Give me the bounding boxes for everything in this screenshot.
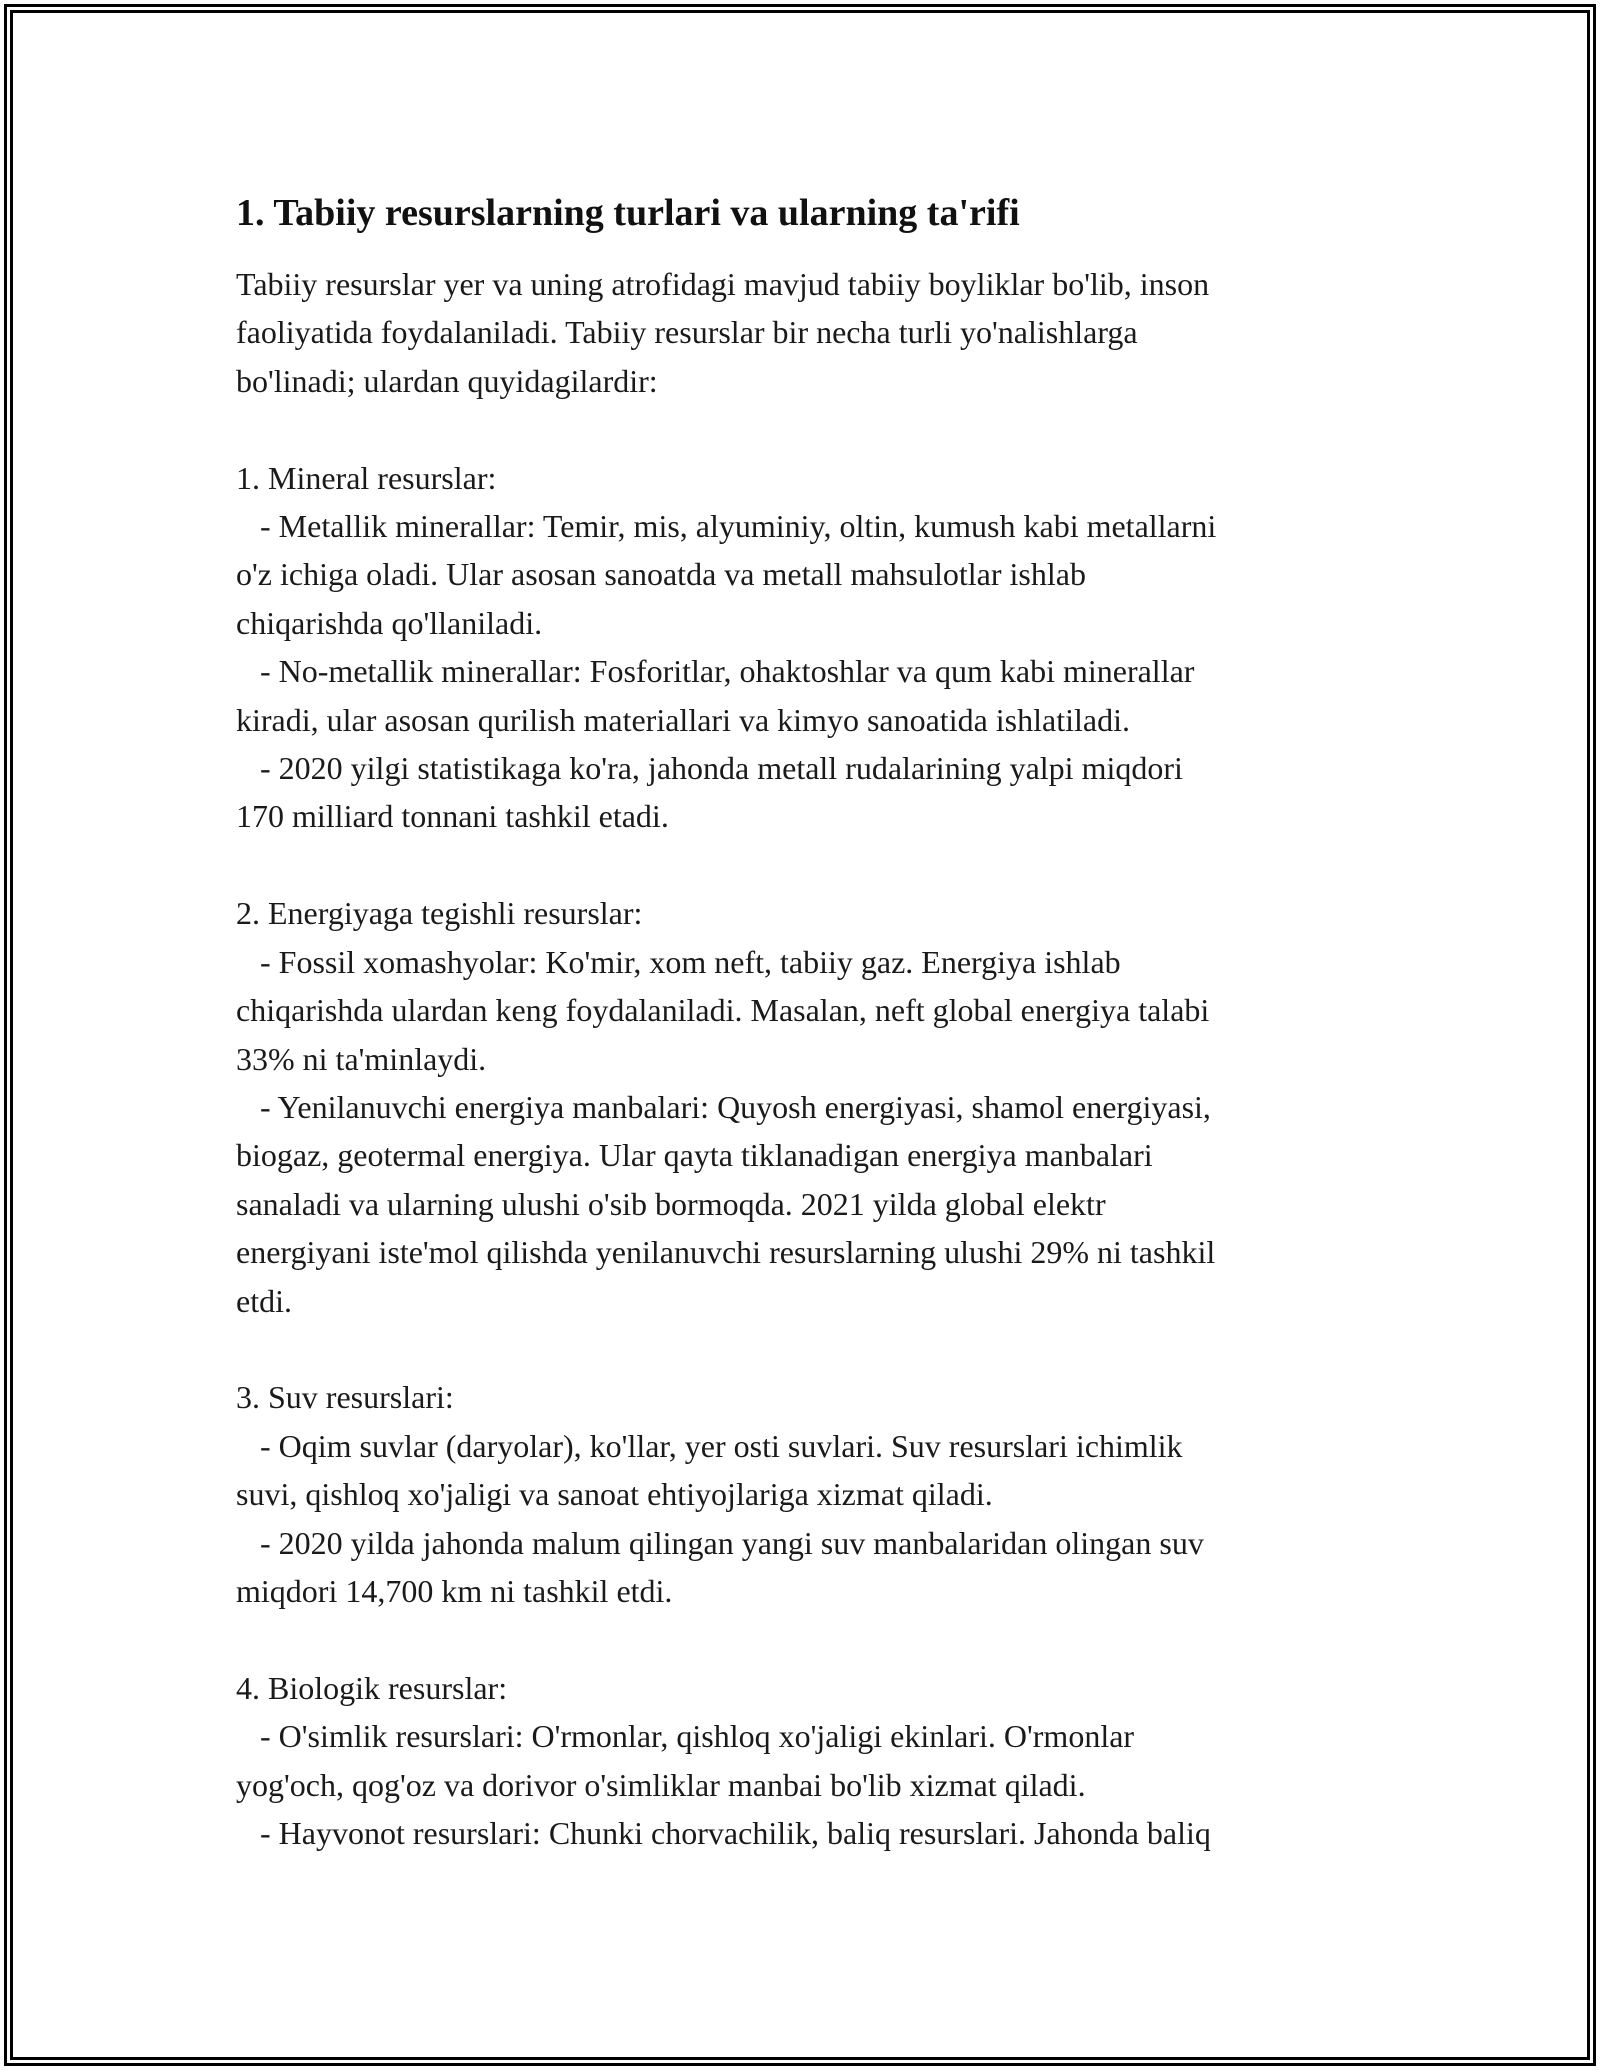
section-body-text: Tabiiy resurslar yer va uning atrofidagi mavjud tabiiy boyliklar bo'lib, inson faoliyatida foydalaniladi. Tabiiy resurslar bir necha turli yo'nalishlarga bo'linadi; ulardan quyidagilardir: 1. Mineral resurslar: - Metallik minerallar: Temir, mis, alyuminiy, oltin, kumush kabi metallarni o'z ichiga oladi. Ular asosan sanoatda va metall mahsulotlar ishlab chiqarishda qo'llaniladi. - No-metallik minerallar: Fosforitlar, ohaktoshlar va qum kabi minerallar kiradi, ular asosan qurilish materiallari va kimyo sanoatida ishlatiladi. - 2020 yilgi statistikaga ko'ra, jahonda metall rudalarining yalpi miqdori 170 milliard tonnani tashkil etadi. 2. Energiyaga tegishli resurslar: - Fossil xomashyolar: Ko'mir, xom neft, tabiiy gaz. Energiya ishlab chiqarishda ulardan keng foydalaniladi. Masalan, neft global energiya talabi 33% ni ta'minlaydi. - Yenilanuvchi energiya manbalari: Quyosh energiyasi, shamol energiyasi, biogaz, geotermal energiya. Ular qayta tiklanadigan energiya manbalari sanaladi va ularning ulushi o'sib bormoqda. 2021 yilda global elektr energiyani iste'mol qilishda yenilanuvchi resurslarning ulushi 29% ni tashkil etdi. 3. Suv resurslari: - Oqim suvlar (daryolar), ko'llar, yer osti suvlari. Suv resurslari ichimlik suvi, qishloq xo'jaligi va sanoat ehtiyojlariga xizmat qiladi. - 2020 yilda jahonda malum qilingan yangi suv manbalaridan olingan suv miqdori 14,700 km ni tashkil etdi. 4. Biologik resurslar: - O'simlik resurslari: O'rmonlar, qishloq xo'jaligi ekinlari. O'rmonlar yog'och, qog'oz va dorivor o'simliklar manbai bo'lib xizmat qiladi. - Hayvonot resurslari: Chunki chorvachilik, baliq resurslari. Jahonda baliq (236, 266, 1217, 1851)
document-content (236, 188, 1416, 1857)
section-heading: 1. Tabiiy resurslarning turlari va ularning ta'rifi (236, 192, 1020, 234)
